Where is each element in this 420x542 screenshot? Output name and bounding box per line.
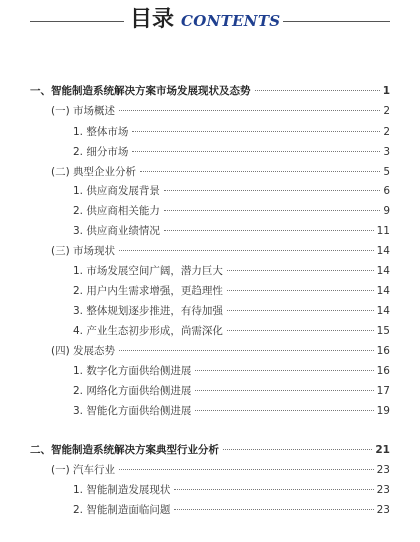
toc-dot-leader [164, 210, 380, 211]
toc-dot-leader [132, 151, 380, 152]
toc-title-english: CONTENTS [181, 12, 281, 30]
toc-entry[interactable] [73, 182, 390, 200]
toc-dot-leader [227, 330, 374, 331]
toc-page-number: 16 [376, 365, 390, 377]
toc-entry-title: 一、智能制造系统解决方案市场发展现状及态势 [30, 85, 251, 97]
toc-entry-title: 3. 智能化方面供给侧进展 [73, 405, 192, 417]
toc-entry[interactable] [73, 222, 390, 240]
toc-entry[interactable] [73, 143, 390, 161]
toc-dot-leader [132, 131, 380, 132]
toc-entry[interactable] [73, 362, 390, 380]
toc-entry-title: 2. 智能制造面临问题 [73, 504, 171, 516]
toc-entry-title: 2. 网络化方面供给侧进展 [73, 385, 192, 397]
toc-page-number: 14 [376, 305, 390, 317]
toc-entry[interactable] [73, 202, 390, 220]
toc-entry[interactable] [51, 342, 390, 360]
toc-page-number: 5 [383, 166, 390, 178]
toc-page-number: 6 [383, 185, 390, 197]
toc-dot-leader [227, 270, 374, 271]
toc-dot-leader [227, 310, 374, 311]
toc-page-number: 16 [376, 345, 390, 357]
toc-entry-title: 3. 供应商业绩情况 [73, 225, 160, 237]
toc-entry-title: 2. 细分市场 [73, 146, 129, 158]
toc-entry-title: (三) 市场现状 [51, 245, 116, 257]
toc-entry-title: 4. 产业生态初步形成，尚需深化 [73, 325, 223, 337]
toc-entry-title: 2. 供应商相关能力 [73, 205, 160, 217]
toc-page-number: 2 [383, 126, 390, 138]
toc-entry[interactable] [51, 102, 390, 120]
toc-page-number: 19 [376, 405, 390, 417]
toc-entry[interactable] [30, 441, 390, 459]
toc-page-number: 23 [376, 484, 390, 496]
toc-page-number: 2 [383, 105, 390, 117]
toc-dot-leader [195, 390, 373, 391]
toc-entry-title: 1. 供应商发展背景 [73, 185, 160, 197]
toc-entry-title: 2. 用户内生需求增强，更趋理性 [73, 285, 223, 297]
toc-entry[interactable] [73, 382, 390, 400]
toc-dot-leader [255, 90, 380, 91]
toc-page-number: 23 [376, 464, 390, 476]
toc-page-number: 17 [376, 385, 390, 397]
toc-entry[interactable] [73, 402, 390, 420]
toc-dot-leader [174, 489, 373, 490]
toc-entry-title: 1. 数字化方面供给侧进展 [73, 365, 192, 377]
toc-dot-leader [119, 250, 374, 251]
toc-entry-title: 二、智能制造系统解决方案典型行业分析 [30, 444, 219, 456]
toc-entry-title: 1. 市场发展空间广阔，潜力巨大 [73, 265, 223, 277]
toc-page-number: 3 [383, 146, 390, 158]
toc-entry[interactable] [73, 302, 390, 320]
toc-dot-leader [140, 171, 380, 172]
toc-page-number: 14 [376, 245, 390, 257]
toc-entry[interactable] [73, 501, 390, 519]
toc-dot-leader [164, 190, 380, 191]
toc-page-number: 15 [376, 325, 390, 337]
toc-entry[interactable] [73, 282, 390, 300]
toc-entry-title: (一) 汽车行业 [51, 464, 116, 476]
toc-dot-leader [223, 449, 372, 450]
toc-dot-leader [119, 110, 380, 111]
toc-entry[interactable] [73, 262, 390, 280]
toc-page-number: 14 [376, 265, 390, 277]
toc-page-number: 9 [383, 205, 390, 217]
toc-entry-title: 1. 整体市场 [73, 126, 129, 138]
toc-dot-leader [174, 509, 373, 510]
toc-dot-leader [227, 290, 374, 291]
toc-entry-title: 1. 智能制造发展现状 [73, 484, 171, 496]
toc-page-number: 21 [375, 444, 390, 456]
toc-dot-leader [119, 350, 374, 351]
toc-page-number: 14 [376, 285, 390, 297]
toc-dot-leader [195, 410, 373, 411]
toc-dot-leader [164, 230, 374, 231]
toc-entry-title: (一) 市场概述 [51, 105, 116, 117]
toc-title-chinese: 目录 [130, 7, 175, 32]
toc-entry[interactable] [51, 461, 390, 479]
toc-page-number: 11 [376, 225, 390, 237]
toc-entry-title: 3. 整体规划逐步推进，有待加强 [73, 305, 223, 317]
toc-dot-leader [119, 469, 374, 470]
toc-page-number: 1 [382, 85, 390, 97]
toc-entry[interactable] [51, 242, 390, 260]
toc-dot-leader [195, 370, 373, 371]
toc-page-number: 23 [376, 504, 390, 516]
toc-entry[interactable] [51, 163, 390, 181]
toc-entry[interactable] [73, 123, 390, 141]
toc-entry-title: (四) 发展态势 [51, 345, 116, 357]
toc-entry[interactable] [30, 82, 390, 100]
toc-entry[interactable] [73, 481, 390, 499]
toc-entry-title: (二) 典型企业分析 [51, 166, 137, 178]
toc-entry[interactable] [73, 322, 390, 340]
